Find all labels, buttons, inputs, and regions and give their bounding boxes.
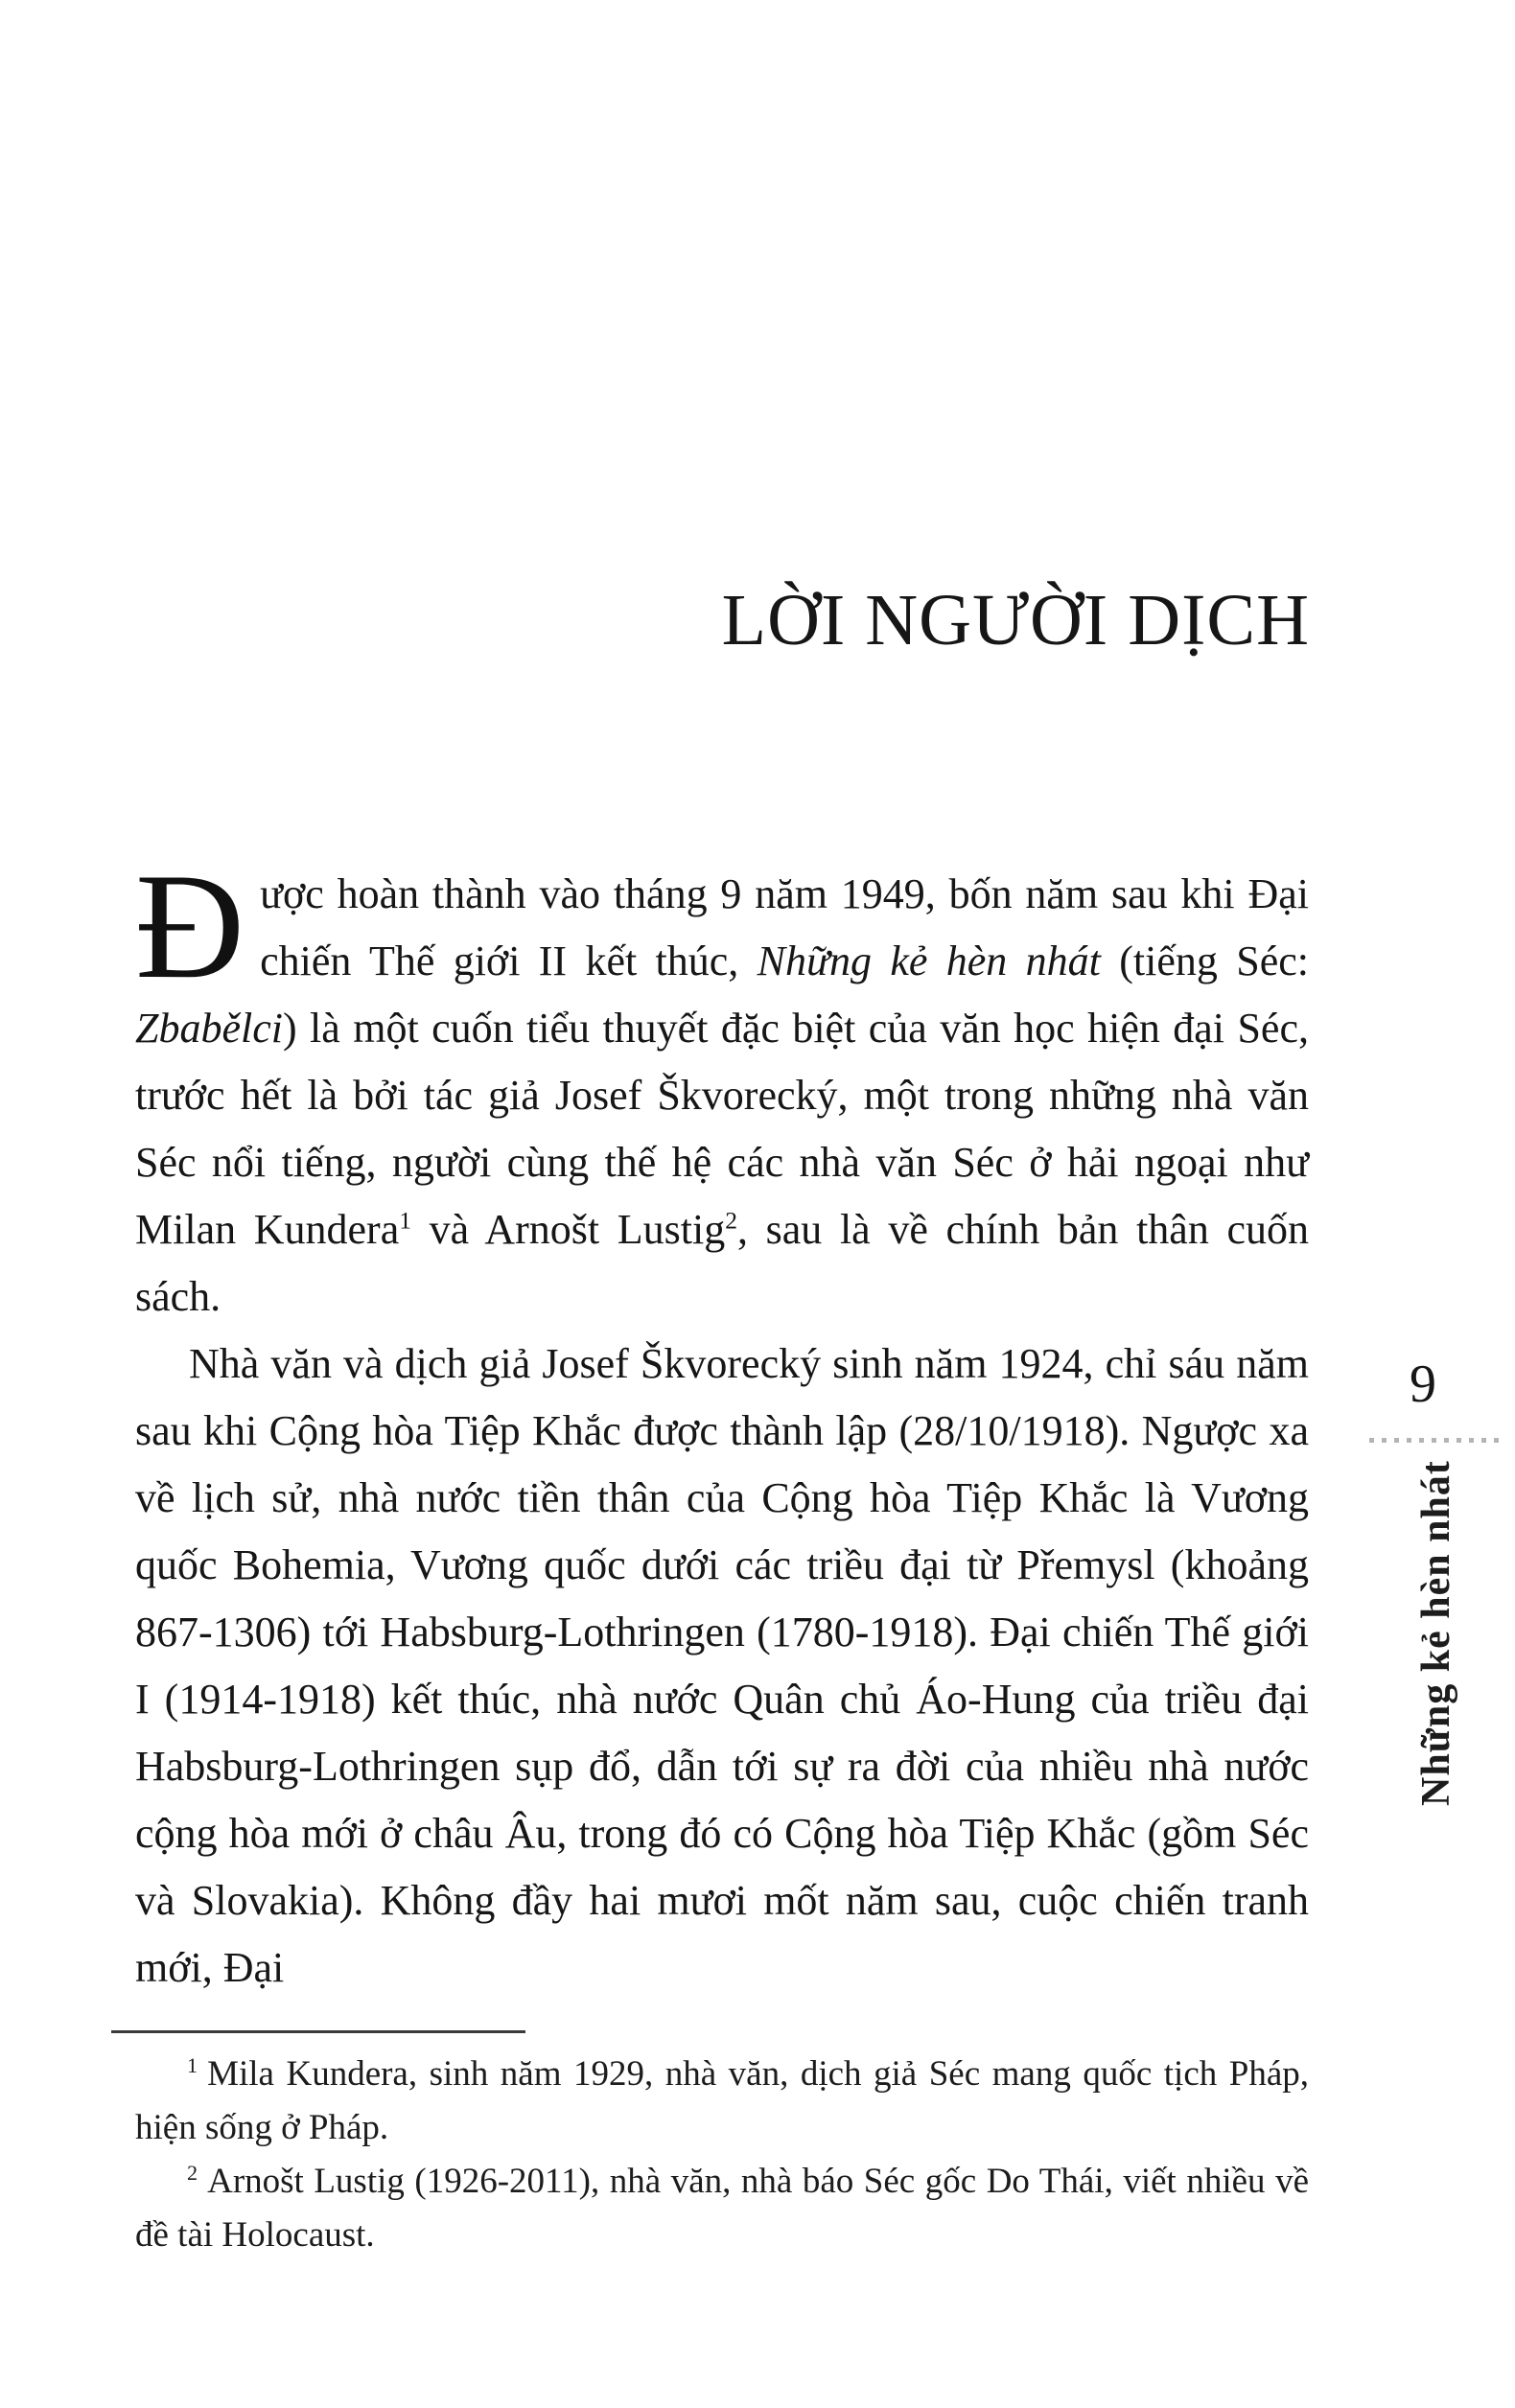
footnote-1-marker: 1 — [187, 2052, 198, 2077]
book-title-italic: Những kẻ hèn nhát — [757, 938, 1101, 984]
footnote-1 — [135, 2048, 1309, 2155]
drop-cap: Đ — [135, 843, 245, 1010]
footnote-separator-rule — [111, 2030, 525, 2033]
text-segment: , sau là về chính bản thân cuốn sách. — [135, 1206, 1309, 1320]
text-segment: (tiếng Séc: — [1100, 938, 1309, 984]
footnotes-block — [135, 2048, 1309, 2262]
footnote-1-text: Mila Kundera, sinh năm 1929, nhà văn, dịch giả Séc mang quốc tịch Pháp, hiện sống ở Pháp. — [135, 2054, 1309, 2147]
text-segment: ược hoàn thành vào tháng 9 năm 1949, bốn năm sau khi Đại chiến Thế giới II kết thúc, — [260, 870, 1309, 984]
footnote-ref-2: 2 — [725, 1206, 738, 1235]
paragraph-history: Nhà văn và dịch giả Josef Škvorecký sinh năm 1924, chỉ sáu năm sau khi Cộng hòa Tiệp Khắc được thành lập (28/10/1918). Ngược xa về lịch sử, nhà nước tiền thân của Cộng hòa Tiệp Khắc là Vương quốc Bohemia, Vương quốc dưới các triều đại từ Přemysl (khoảng 867-1306) tới Habsburg-Lothringen (1780-1918). Đại chiến Thế giới I (1914-1918) kết thúc, nhà nước Quân chủ Áo-Hung của triều đại Habsburg-Lothringen sụp đổ, dẫn tới sự ra đời của nhiều nhà nước cộng hòa mới ở châu Âu, trong đó có Cộng hòa Tiệp Khắc (gồm Séc và Slovakia). Không đầy hai mươi mốt năm sau, cuộc chiến tranh mới, Đại — [135, 1340, 1309, 1991]
text-segment: ) là một cuốn tiểu thuyết đặc biệt của văn học hiện đại Séc, trước hết là bởi tác giả Josef Škvorecký, một trong những nhà văn Séc nổi tiếng, người cùng thế hệ các nhà văn Séc ở hải ngoại như Milan Kundera — [135, 1005, 1309, 1253]
footnote-ref-1: 1 — [399, 1206, 411, 1235]
footnote-2-text: Arnošt Lustig (1926-2011), nhà văn, nhà báo Séc gốc Do Thái, viết nhiều về đề tài Holocaust. — [135, 2162, 1309, 2255]
paragraph-opening — [135, 843, 1309, 1331]
chapter-title: LỜI NGƯỜI DỊCH — [721, 580, 1310, 660]
dotted-separator-rule — [1369, 1438, 1505, 1443]
body-text-block — [135, 843, 1309, 2002]
page-number: 9 — [1410, 1354, 1436, 1414]
footnote-2 — [135, 2155, 1309, 2262]
running-title-vertical: Những kẻ hèn nhát — [1414, 1460, 1458, 1806]
footnote-2-marker: 2 — [187, 2160, 198, 2185]
czech-title-italic: Zbabělci — [135, 1005, 283, 1052]
text-segment: và Arnošt Lustig — [411, 1206, 726, 1253]
